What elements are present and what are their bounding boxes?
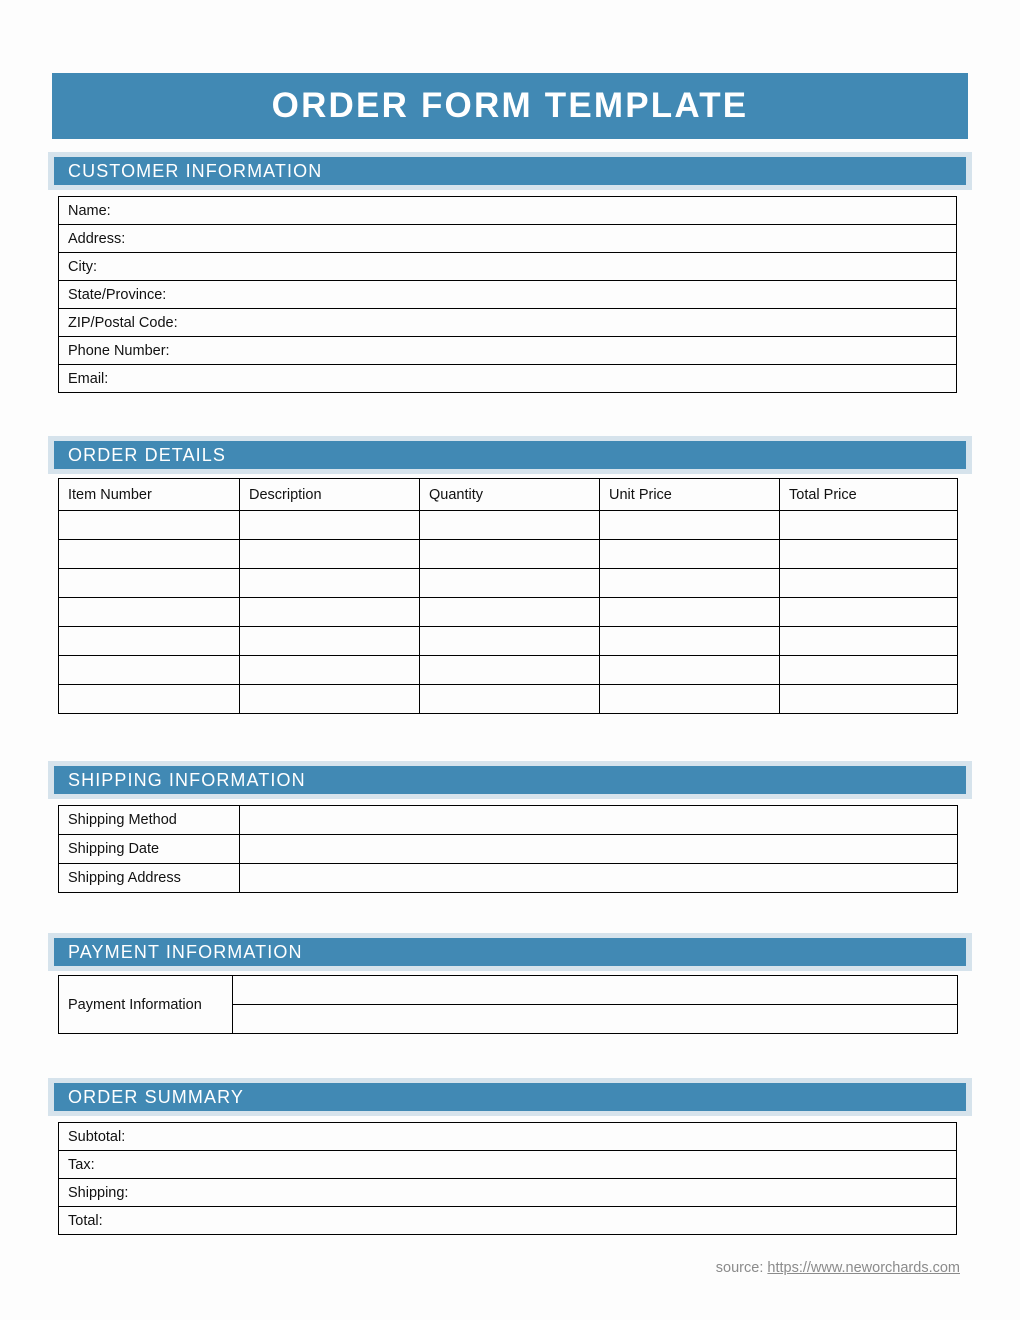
column-header-description: Description (240, 479, 420, 511)
section-title-customer-information: CUSTOMER INFORMATION (68, 160, 323, 181)
table-row (59, 835, 958, 864)
summary-field-total[interactable]: Total: (59, 1207, 957, 1235)
cell-total-price[interactable] (780, 685, 958, 714)
cell-total-price[interactable] (780, 540, 958, 569)
customer-field-zip-postal-code[interactable]: ZIP/Postal Code: (59, 309, 957, 337)
cell-unit-price[interactable] (600, 598, 780, 627)
section-header-customer-information (48, 152, 972, 190)
cell-quantity[interactable] (420, 685, 600, 714)
column-header-quantity: Quantity (420, 479, 600, 511)
shipping-value-shipping-address[interactable] (240, 864, 958, 893)
cell-item-number[interactable] (59, 685, 240, 714)
cell-quantity[interactable] (420, 627, 600, 656)
customer-field-email[interactable]: Email: (59, 365, 957, 393)
summary-field-subtotal[interactable]: Subtotal: (59, 1123, 957, 1151)
table-row (59, 281, 957, 309)
cell-description[interactable] (240, 540, 420, 569)
customer-field-address[interactable]: Address: (59, 225, 957, 253)
table-row (59, 627, 958, 656)
table-row (59, 685, 958, 714)
cell-total-price[interactable] (780, 511, 958, 540)
table-row (59, 864, 958, 893)
shipping-label-shipping-date: Shipping Date (59, 835, 240, 864)
table-row (59, 365, 957, 393)
cell-unit-price[interactable] (600, 540, 780, 569)
source-attribution (716, 1260, 960, 1276)
cell-total-price[interactable] (780, 598, 958, 627)
table-row (59, 337, 957, 365)
section-header-order-details-bar (54, 441, 966, 469)
cell-unit-price[interactable] (600, 627, 780, 656)
cell-total-price[interactable] (780, 656, 958, 685)
source-link[interactable]: https://www.neworchards.com (767, 1260, 960, 1276)
cell-quantity[interactable] (420, 598, 600, 627)
cell-item-number[interactable] (59, 627, 240, 656)
payment-information-table (58, 975, 958, 1034)
section-title-order-details: ORDER DETAILS (68, 444, 226, 465)
cell-item-number[interactable] (59, 598, 240, 627)
shipping-label-shipping-method: Shipping Method (59, 806, 240, 835)
table-row (59, 569, 958, 598)
cell-total-price[interactable] (780, 569, 958, 598)
section-title-shipping-information: SHIPPING INFORMATION (68, 769, 306, 790)
table-row (59, 1151, 957, 1179)
cell-unit-price[interactable] (600, 569, 780, 598)
section-title-order-summary: ORDER SUMMARY (68, 1086, 244, 1107)
cell-description[interactable] (240, 598, 420, 627)
section-header-shipping-information (48, 761, 972, 799)
cell-quantity[interactable] (420, 656, 600, 685)
cell-quantity[interactable] (420, 569, 600, 598)
payment-value-line-2[interactable] (233, 1005, 958, 1034)
page-title: ORDER FORM TEMPLATE (271, 86, 749, 125)
section-header-payment-information (48, 933, 972, 971)
order-summary-table (58, 1122, 957, 1235)
column-header-unit-price: Unit Price (600, 479, 780, 511)
column-header-item-number: Item Number (59, 479, 240, 511)
customer-field-phone-number[interactable]: Phone Number: (59, 337, 957, 365)
table-row (59, 253, 957, 281)
table-row (59, 225, 957, 253)
cell-description[interactable] (240, 685, 420, 714)
table-row (59, 598, 958, 627)
shipping-value-shipping-method[interactable] (240, 806, 958, 835)
shipping-value-shipping-date[interactable] (240, 835, 958, 864)
customer-field-state-province[interactable]: State/Province: (59, 281, 957, 309)
table-row (59, 1179, 957, 1207)
section-header-order-summary (48, 1078, 972, 1116)
summary-field-tax[interactable]: Tax: (59, 1151, 957, 1179)
table-row (59, 976, 958, 1005)
customer-field-city[interactable]: City: (59, 253, 957, 281)
cell-unit-price[interactable] (600, 511, 780, 540)
cell-unit-price[interactable] (600, 656, 780, 685)
table-row (59, 1207, 957, 1235)
table-row (59, 511, 958, 540)
customer-information-table (58, 196, 957, 393)
source-prefix: source: (715, 1260, 768, 1276)
cell-description[interactable] (240, 627, 420, 656)
section-header-payment-information-bar (54, 938, 966, 966)
table-row (59, 806, 958, 835)
table-row (59, 309, 957, 337)
cell-item-number[interactable] (59, 569, 240, 598)
section-title-payment-information: PAYMENT INFORMATION (68, 941, 303, 962)
document-title-bar (52, 73, 968, 139)
cell-quantity[interactable] (420, 511, 600, 540)
table-row (59, 656, 958, 685)
cell-description[interactable] (240, 569, 420, 598)
cell-description[interactable] (240, 656, 420, 685)
table-row (59, 197, 957, 225)
cell-item-number[interactable] (59, 656, 240, 685)
shipping-information-table (58, 805, 958, 893)
customer-field-name[interactable]: Name: (59, 197, 957, 225)
cell-quantity[interactable] (420, 540, 600, 569)
section-header-customer-information-bar (54, 157, 966, 185)
section-header-order-summary-bar (54, 1083, 966, 1111)
cell-unit-price[interactable] (600, 685, 780, 714)
shipping-label-shipping-address: Shipping Address (59, 864, 240, 893)
order-details-table (58, 478, 958, 714)
payment-label: Payment Information (59, 976, 233, 1034)
cell-item-number[interactable] (59, 540, 240, 569)
column-header-total-price: Total Price (780, 479, 958, 511)
section-header-shipping-information-bar (54, 766, 966, 794)
cell-description[interactable] (240, 511, 420, 540)
table-header-row (59, 479, 958, 511)
payment-value-line-1[interactable] (233, 976, 958, 1005)
table-row (59, 1123, 957, 1151)
cell-item-number[interactable] (59, 511, 240, 540)
section-header-order-details (48, 436, 972, 474)
cell-total-price[interactable] (780, 627, 958, 656)
summary-field-shipping[interactable]: Shipping: (59, 1179, 957, 1207)
table-row (59, 540, 958, 569)
